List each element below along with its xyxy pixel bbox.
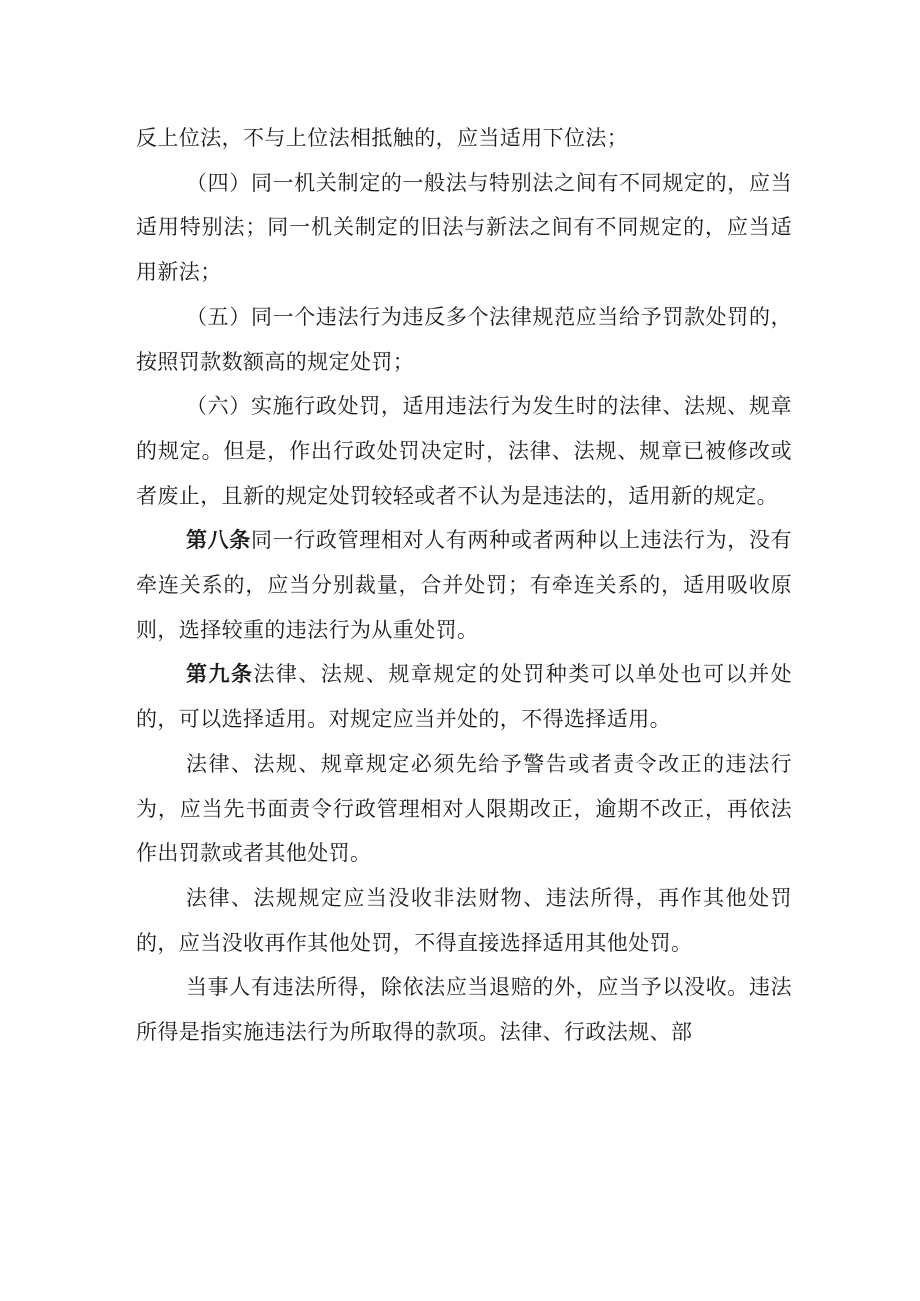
paragraph-confiscation: 法律、法规规定应当没收非法财物、违法所得，再作其他处罚的，应当没收再作其他处罚，不得直接选择适用其他处罚。 [136, 885, 792, 955]
article-9-text: 法律、法规、规章规定的处罚种类可以单处也可以并处的，可以选择适用。对规定应当并处的，不得选择适用。 [136, 662, 792, 732]
paragraph-item-5: （五）同一个违法行为违反多个法律规范应当给予罚款处罚的，按照罚款数额高的规定处罚； [136, 304, 792, 374]
article-8-text: 同一行政管理相对人有两种或者两种以上违法行为，没有牵连关系的，应当分别裁量，合并处罚；有牵连关系的，适用吸收原则，选择较重的违法行为从重处罚。 [136, 528, 793, 642]
paragraph-item-4: （四）同一机关制定的一般法与特别法之间有不同规定的，应当适用特别法；同一机关制定的旧法与新法之间有不同规定的，应当适用新法； [136, 170, 792, 285]
article-8-heading: 第八条 [186, 527, 251, 553]
paragraph-article-8 [136, 518, 792, 652]
article-9-heading: 第九条 [186, 661, 254, 687]
paragraph-item-6: （六）实施行政处罚，适用违法行为发生时的法律、法规、规章的规定。但是，作出行政处罚决定时，法律、法规、规章已被修改或者废止，且新的规定处罚较轻或者不认为是违法的，适用新的规定。 [136, 394, 792, 508]
paragraph-article-9 [136, 652, 792, 741]
paragraph-continuation: 反上位法，不与上位法相抵触的，应当适用下位法； [136, 126, 629, 150]
document-body [136, 116, 792, 1055]
paragraph-illegal-income: 当事人有违法所得，除依法应当退赔的外，应当予以没收。违法所得是指实施违法行为所取得的款项。法律、行政法规、部 [136, 975, 792, 1045]
paragraph-warning-correction: 法律、法规、规章规定必须先给予警告或者责令改正的违法行为，应当先书面责令行政管理相对人限期改正，逾期不改正，再依法作出罚款或者其他处罚。 [136, 751, 792, 866]
